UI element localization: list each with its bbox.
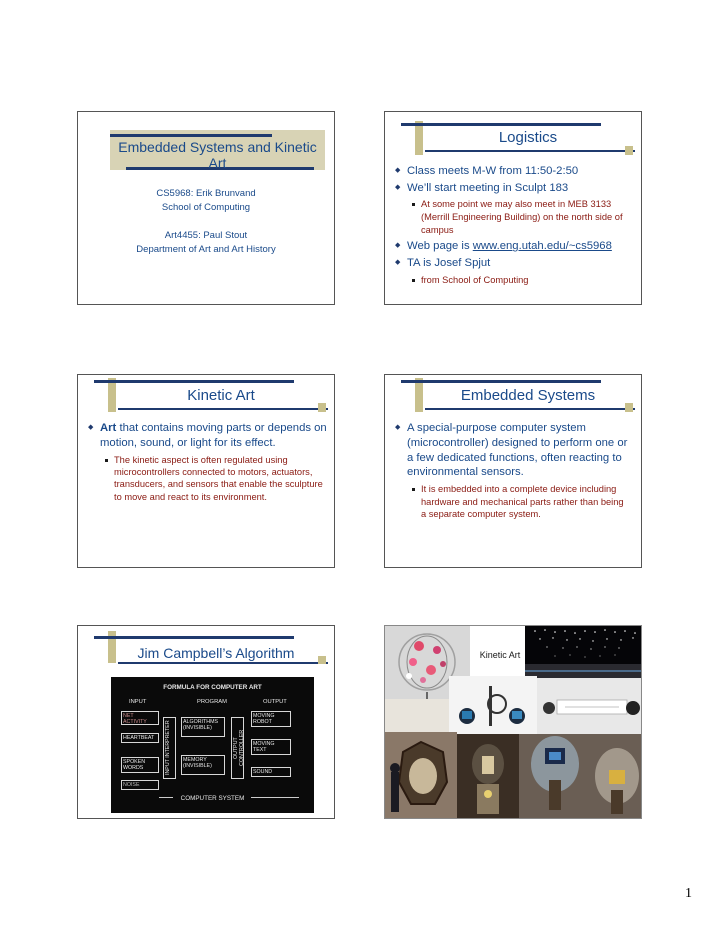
output-controller: OUTPUT CONTROLLER: [231, 717, 244, 779]
input-noise: NOISE: [121, 780, 159, 790]
devices-right-image: [537, 678, 642, 734]
slide-heading: Logistics: [498, 129, 558, 146]
footer-rule-right: [251, 797, 299, 798]
photo-devices-right: [537, 678, 642, 734]
title-accent-end: [318, 403, 326, 412]
bullet-list: [86, 421, 331, 506]
photo-dome-machines: [519, 734, 642, 819]
slide-embedded-systems: [384, 374, 642, 568]
bullet-list: [393, 164, 638, 289]
slide-campbell-algorithm: [77, 625, 335, 819]
page-number: 1: [685, 886, 692, 901]
slide-heading: Jim Campbell’s Algorithm: [137, 645, 295, 661]
title-accent-top: [401, 123, 601, 126]
footer-rule-left: [159, 797, 173, 798]
title-accent-bottom: [118, 662, 328, 664]
slide-title: [77, 111, 335, 305]
collage-label-box: [470, 626, 530, 676]
title-accent-top: [401, 380, 601, 383]
list-item: [393, 239, 638, 253]
input-interpreter: INPUT INTERPRETER: [163, 717, 176, 779]
title-top-line: [110, 134, 272, 137]
output-moving-text: MOVING TEXT: [251, 739, 291, 755]
sub-item: It is embedded into a complete device including hardware and mechanical parts rather than being a separate computer system.: [393, 483, 629, 520]
slide-title-text: Embedded Systems and Kinetic Art: [118, 139, 317, 171]
slide-kinetic-art-collage: [384, 625, 642, 819]
list-item: ◆ A special-purpose computer system (microcontroller) designed to perform one or a few dedicated functions, often reacting to environmental sensors.: [393, 421, 629, 480]
input-net-activity: NET ACTIVITY: [121, 711, 159, 725]
bullet-text: that contains moving parts or depends on motion, sound, or light for its effect.: [100, 422, 327, 449]
column-input: INPUT: [129, 699, 147, 705]
photo-gallery-visitor: [385, 732, 457, 819]
slide-kinetic-art: [77, 374, 335, 568]
output-moving-robot: MOVING ROBOT: [251, 711, 291, 727]
web-page-link[interactable]: www.eng.utah.edu/~cs5968: [472, 240, 612, 253]
column-program: PROGRAM: [197, 699, 227, 705]
bold-term: Art: [100, 422, 117, 434]
input-heartbeat: HEARTBEAT: [121, 733, 159, 743]
slide-heading: Kinetic Art: [187, 387, 255, 404]
algorithms-box: ALGORITHMS (INVISIBLE): [181, 717, 225, 737]
title-accent-top: [94, 380, 294, 383]
memory-box: MEMORY (INVISIBLE): [181, 755, 225, 775]
bell-jar-robot-image: [457, 734, 519, 819]
title-accent-bottom: [425, 408, 635, 410]
flowchart-footer: COMPUTER SYSTEM: [180, 795, 245, 802]
sub-item: The kinetic aspect is often regulated using microcontrollers connected to motors, actuators, transducers, and sensors that enable the sculpture to move and react to its environment.: [86, 454, 331, 504]
photo-devices-left: [449, 676, 537, 734]
output-sound: SOUND: [251, 767, 291, 777]
title-accent-bottom: [118, 408, 328, 410]
algorithm-flowchart: [111, 677, 314, 813]
course-art: Art4455: Paul Stout: [164, 230, 248, 241]
title-accent-end: [625, 403, 633, 412]
photo-light-tunnel: [525, 626, 642, 678]
devices-left-image: [449, 676, 537, 734]
bullet-text: Web page is: [407, 240, 473, 253]
column-output: OUTPUT: [263, 699, 287, 705]
bullet-list: [393, 421, 629, 523]
photo-bell-jar-robot: [457, 734, 519, 819]
list-item: [86, 421, 331, 451]
list-item: ◆ TA is Josef Spjut: [393, 256, 638, 270]
input-spoken-words: SPOKEN WORDS: [121, 757, 159, 773]
sub-item: from School of Computing: [393, 274, 638, 287]
title-accent-bottom: [425, 150, 635, 152]
department-art: Department of Art and Art History: [136, 244, 276, 255]
flowchart-heading: FORMULA FOR COMPUTER ART: [163, 684, 262, 691]
title-accent-end: [625, 146, 633, 155]
course-cs: CS5968: Erik Brunvand: [156, 188, 256, 199]
list-item: ◆ Class meets M-W from 11:50-2:50: [393, 164, 638, 178]
dome-machines-image: [519, 734, 642, 819]
slide-heading: Embedded Systems: [460, 387, 596, 404]
school-cs: School of Computing: [161, 202, 251, 213]
sub-item: At some point we may also meet in MEB 3133 (Merrill Engineering Building) on the north side of campus: [393, 198, 638, 236]
slide-logistics: [384, 111, 642, 305]
light-tunnel-image: [525, 626, 642, 678]
list-item: ◆ We’ll start meeting in Sculpt 183: [393, 181, 638, 195]
collage-label: Kinetic Art: [479, 650, 521, 660]
title-accent-top: [94, 636, 294, 639]
gallery-visitor-image: [385, 732, 457, 819]
